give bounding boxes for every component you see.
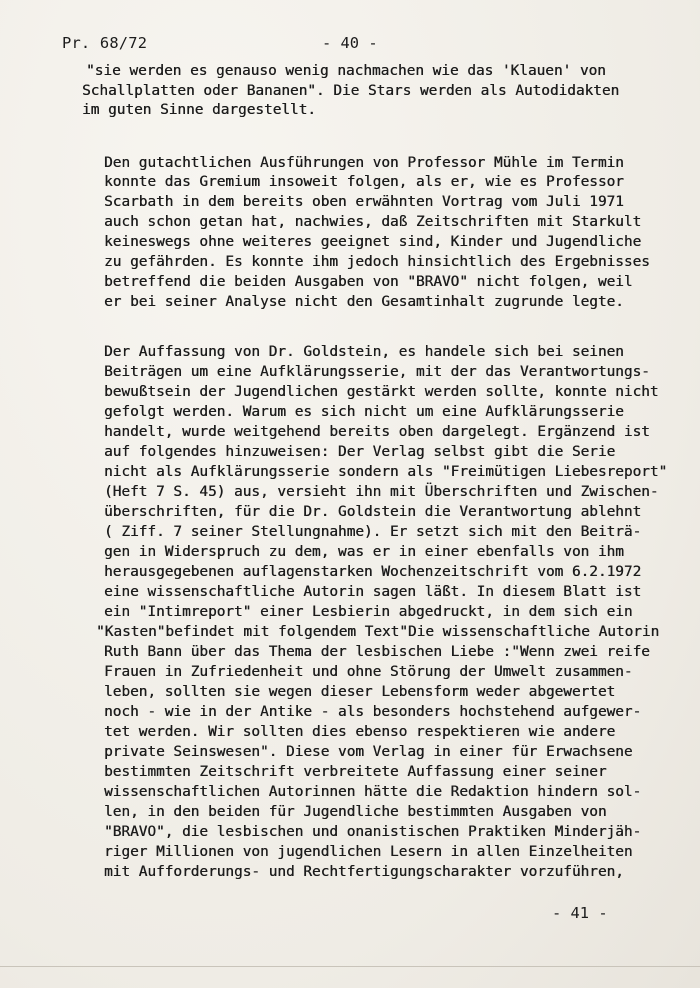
text-line: auch schon getan hat, nachwies, daß Zeitschriften mit Starkult <box>104 214 642 230</box>
text-line: eine wissenschaftliche Autorin sagen läßt. In diesem Blatt ist <box>104 584 642 600</box>
text-line: mit Aufforderungs- und Rechtfertigungscharakter vorzuführen, <box>104 864 624 880</box>
text-line: bewußtsein der Jugendlichen gestärkt werden sollte, konnte nicht <box>104 384 659 400</box>
text-line: konnte das Gremium insoweit folgen, als er, wie es Professor <box>104 174 624 190</box>
next-page-marker: - 41 - <box>552 904 608 922</box>
text-line: leben, sollten sie wegen dieser Lebensform weder abgewertet <box>104 684 616 700</box>
text-line: len, in den beiden für Jugendliche bestimmten Ausgaben von <box>104 804 607 820</box>
text-line: er bei seiner Analyse nicht den Gesamtinhalt zugrunde legte. <box>104 294 624 310</box>
text-line: herausgegebenen auflagenstarken Wochenzeitschrift vom 6.2.1972 <box>104 564 642 580</box>
text-line: zu gefährden. Es konnte ihm jedoch hinsichtlich des Ergebnisses <box>104 254 650 270</box>
text-line: Den gutachtlichen Ausführungen von Professor Mühle im Termin <box>104 155 624 171</box>
text-line: "Kasten"befindet mit folgendem Text"Die wissenschaftliche Autorin <box>96 624 660 640</box>
text-line: gen in Widerspruch zu dem, was er in einer ebenfalls von ihm <box>104 544 624 560</box>
text-line: überschriften, für die Dr. Goldstein die Verantwortung ablehnt <box>104 504 642 520</box>
text-line: handelt, wurde weitgehend bereits oben dargelegt. Ergänzend ist <box>104 424 650 440</box>
text-line: betreffend die beiden Ausgaben von "BRAVO" nicht folgen, weil <box>104 274 633 290</box>
page-number: - 40 - <box>322 34 378 52</box>
text-line: Ruth Bann über das Thema der lesbischen Liebe :"Wenn zwei reife <box>104 644 650 660</box>
document-reference: Pr. 68/72 <box>62 34 148 52</box>
text-line: ein "Intimreport" einer Lesbierin abgedruckt, in dem sich ein <box>104 604 633 620</box>
text-line: Frauen in Zufriedenheit und ohne Störung der Umwelt zusammen- <box>104 664 633 680</box>
text-line: wissenschaftlichen Autorinnen hätte die Redaktion hindern sol- <box>104 784 642 800</box>
text-line: Der Auffassung von Dr. Goldstein, es handele sich bei seinen <box>104 344 624 360</box>
text-line: "sie werden es genauso wenig nachmachen wie das 'Klauen' von <box>86 63 606 79</box>
text-line: (Heft 7 S. 45) aus, versieht ihn mit Überschriften und Zwischen- <box>104 484 659 500</box>
text-line: "BRAVO", die lesbischen und onanistischen Praktiken Minderjäh- <box>104 824 642 840</box>
text-line: gefolgt werden. Warum es sich nicht um eine Aufklärungsserie <box>104 404 624 420</box>
text-line: ( Ziff. 7 seiner Stellungnahme). Er setzt sich mit den Beiträ- <box>104 524 642 540</box>
page-edge <box>0 966 700 967</box>
text-line: Beiträgen um eine Aufklärungsserie, mit der das Verantwortungs- <box>104 364 650 380</box>
text-line: Scarbath in dem bereits oben erwähnten Vortrag vom Juli 1971 <box>104 194 624 210</box>
text-line: im guten Sinne dargestellt. <box>82 102 316 118</box>
text-line: private Seinswesen". Diese vom Verlag in einer für Erwachsene <box>104 744 633 760</box>
text-line: riger Millionen von jugendlichen Lesern in allen Einzelheiten <box>104 844 633 860</box>
text-line: tet werden. Wir sollten dies ebenso respektieren wie andere <box>104 724 616 740</box>
text-line: auf folgendes hinzuweisen: Der Verlag selbst gibt die Serie <box>104 444 616 460</box>
text-line: keineswegs ohne weiteres geeignet sind, Kinder und Jugendliche <box>104 234 642 250</box>
text-line: bestimmten Zeitschrift verbreitete Auffassung einer seiner <box>104 764 607 780</box>
text-line: Schallplatten oder Bananen". Die Stars werden als Autodidakten <box>82 83 620 99</box>
text-line: nicht als Aufklärungsserie sondern als "Freimütigen Liebesreport" <box>104 464 668 480</box>
text-line: noch - wie in der Antike - als besonders hochstehend aufgewer- <box>104 704 642 720</box>
